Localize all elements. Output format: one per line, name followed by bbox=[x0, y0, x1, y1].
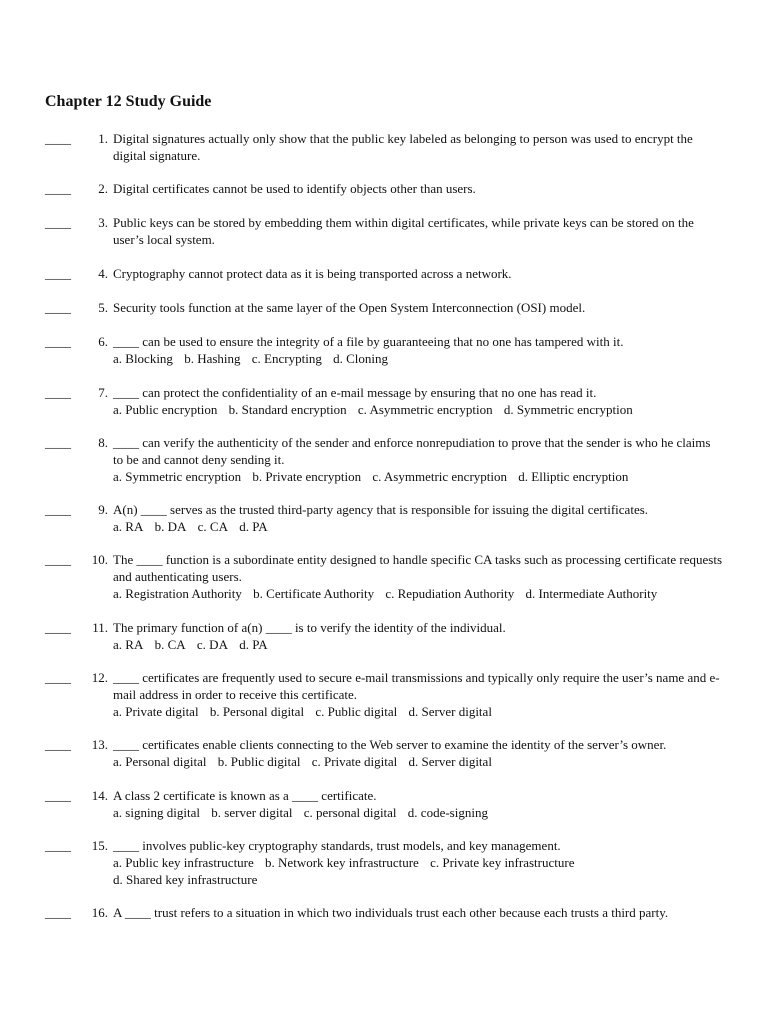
question-number: 8. bbox=[98, 435, 108, 450]
option-b: b. Network key infrastructure bbox=[265, 855, 419, 870]
question-number: 7. bbox=[98, 385, 108, 400]
option-c: c. Asymmetric encryption bbox=[357, 402, 493, 417]
question-text: Public keys can be stored by embedding them within digital certificates, while private keys can be stored on the user’s local system. bbox=[113, 215, 694, 247]
answer-blank[interactable]: ____ bbox=[45, 385, 71, 400]
option-d: d. Cloning bbox=[333, 351, 388, 366]
option-b: b. Standard encryption bbox=[228, 402, 347, 417]
option-c: c. DA bbox=[196, 637, 228, 652]
answer-options bbox=[113, 804, 723, 821]
option-c: c. Asymmetric encryption bbox=[372, 469, 508, 484]
option-b: b. DA bbox=[154, 519, 187, 534]
question-text: ____ can be used to ensure the integrity of a file by guaranteeing that no one has tampered with it. bbox=[113, 334, 624, 349]
answer-blank[interactable]: ____ bbox=[45, 502, 71, 517]
option-d: d. Elliptic encryption bbox=[518, 469, 629, 484]
question-number: 1. bbox=[98, 131, 108, 146]
option-a: a. Public key infrastructure bbox=[113, 855, 254, 870]
question-text: ____ can protect the confidentiality of an e-mail message by ensuring that no one has read it. bbox=[113, 385, 597, 400]
option-b: b. Hashing bbox=[184, 351, 241, 366]
option-d: d. PA bbox=[239, 519, 268, 534]
question-text: Cryptography cannot protect data as it is being transported across a network. bbox=[113, 266, 512, 281]
option-c: c. Public digital bbox=[315, 704, 398, 719]
question-number: 15. bbox=[91, 838, 108, 853]
answer-blank[interactable]: ____ bbox=[45, 131, 71, 146]
option-d: d. Symmetric encryption bbox=[503, 402, 633, 417]
answer-blank[interactable]: ____ bbox=[45, 334, 71, 349]
option-b: b. CA bbox=[154, 637, 186, 652]
question-text: Digital signatures actually only show that the public key labeled as belonging to person was used to encrypt the digital signature. bbox=[113, 131, 693, 163]
answer-options bbox=[113, 703, 723, 720]
option-a: a. Registration Authority bbox=[113, 586, 242, 601]
question-number: 11. bbox=[92, 620, 108, 635]
option-b: b. Certificate Authority bbox=[253, 586, 375, 601]
question-number: 6. bbox=[98, 334, 108, 349]
option-a: a. signing digital bbox=[113, 805, 201, 820]
question-number: 4. bbox=[98, 266, 108, 281]
option-c: c. Encrypting bbox=[251, 351, 322, 366]
answer-blank[interactable]: ____ bbox=[45, 670, 71, 685]
question-text: ____ involves public-key cryptography standards, trust models, and key management. bbox=[113, 838, 561, 853]
option-d: d. PA bbox=[239, 637, 268, 652]
answer-blank[interactable]: ____ bbox=[45, 435, 71, 450]
option-d: d. Shared key infrastructure bbox=[113, 872, 258, 887]
question-number: 12. bbox=[91, 670, 108, 685]
answer-options bbox=[113, 468, 723, 485]
answer-blank[interactable]: ____ bbox=[45, 552, 71, 567]
question-text: Security tools function at the same layer of the Open System Interconnection (OSI) model. bbox=[113, 300, 586, 315]
option-a: a. RA bbox=[113, 637, 144, 652]
question-number: 2. bbox=[98, 181, 108, 196]
question-text: ____ certificates are frequently used to secure e-mail transmissions and typically only require the user’s name and e-mail address in order to receive this certificate. bbox=[113, 670, 720, 702]
question-text: A class 2 certificate is known as a ____ certificate. bbox=[113, 788, 377, 803]
question-number: 13. bbox=[91, 737, 108, 752]
question-text: ____ certificates enable clients connecting to the Web server to examine the identity of the server’s owner. bbox=[113, 737, 667, 752]
question-text: The primary function of a(n) ____ is to verify the identity of the individual. bbox=[113, 620, 506, 635]
question-text: Digital certificates cannot be used to identify objects other than users. bbox=[113, 181, 476, 196]
option-a: a. Private digital bbox=[113, 704, 199, 719]
question-text: A ____ trust refers to a situation in which two individuals trust each other because each trusts a third party. bbox=[113, 905, 669, 920]
option-a: a. Public encryption bbox=[113, 402, 218, 417]
answer-blank[interactable]: ____ bbox=[45, 300, 71, 315]
answer-options bbox=[113, 518, 723, 535]
option-b: b. Public digital bbox=[217, 754, 301, 769]
answer-blank[interactable]: ____ bbox=[45, 838, 71, 853]
question-text: ____ can verify the authenticity of the sender and enforce nonrepudiation to prove that the sender is who he claims to be and cannot deny sending it. bbox=[113, 435, 711, 467]
answer-options bbox=[113, 401, 723, 418]
option-c: c. Private key infrastructure bbox=[430, 855, 575, 870]
answer-blank[interactable]: ____ bbox=[45, 788, 71, 803]
answer-options bbox=[113, 636, 723, 653]
answer-options bbox=[113, 753, 723, 770]
option-b: b. server digital bbox=[211, 805, 293, 820]
option-d: d. Server digital bbox=[408, 754, 492, 769]
question-text: A(n) ____ serves as the trusted third-party agency that is responsible for issuing the digital certificates. bbox=[113, 502, 649, 517]
question-number: 3. bbox=[98, 215, 108, 230]
question-text: The ____ function is a subordinate entity designed to handle specific CA tasks such as processing certificate requests and authenticating users. bbox=[113, 552, 723, 584]
option-a: a. Personal digital bbox=[113, 754, 207, 769]
question-number: 5. bbox=[98, 300, 108, 315]
option-a: a. Symmetric encryption bbox=[113, 469, 242, 484]
answer-options bbox=[113, 854, 723, 888]
question-number: 16. bbox=[91, 905, 108, 920]
option-b: b. Private encryption bbox=[252, 469, 362, 484]
option-a: a. Blocking bbox=[113, 351, 173, 366]
option-c: c. personal digital bbox=[303, 805, 397, 820]
option-c: c. Repudiation Authority bbox=[385, 586, 515, 601]
question-number: 9. bbox=[98, 502, 108, 517]
answer-blank[interactable]: ____ bbox=[45, 215, 71, 230]
answer-options bbox=[113, 350, 723, 367]
answer-blank[interactable]: ____ bbox=[45, 737, 71, 752]
option-d: d. Intermediate Authority bbox=[525, 586, 658, 601]
option-a: a. RA bbox=[113, 519, 144, 534]
question-number: 10. bbox=[91, 552, 108, 567]
question-number: 14. bbox=[91, 788, 108, 803]
answer-options bbox=[113, 585, 723, 602]
option-c: c. CA bbox=[197, 519, 228, 534]
answer-blank[interactable]: ____ bbox=[45, 181, 71, 196]
answer-blank[interactable]: ____ bbox=[45, 266, 71, 281]
option-c: c. Private digital bbox=[311, 754, 398, 769]
option-d: d. Server digital bbox=[408, 704, 492, 719]
option-d: d. code-signing bbox=[407, 805, 488, 820]
page-title: Chapter 12 Study Guide bbox=[45, 93, 212, 110]
answer-blank[interactable]: ____ bbox=[45, 905, 71, 920]
answer-blank[interactable]: ____ bbox=[45, 620, 71, 635]
option-b: b. Personal digital bbox=[209, 704, 305, 719]
